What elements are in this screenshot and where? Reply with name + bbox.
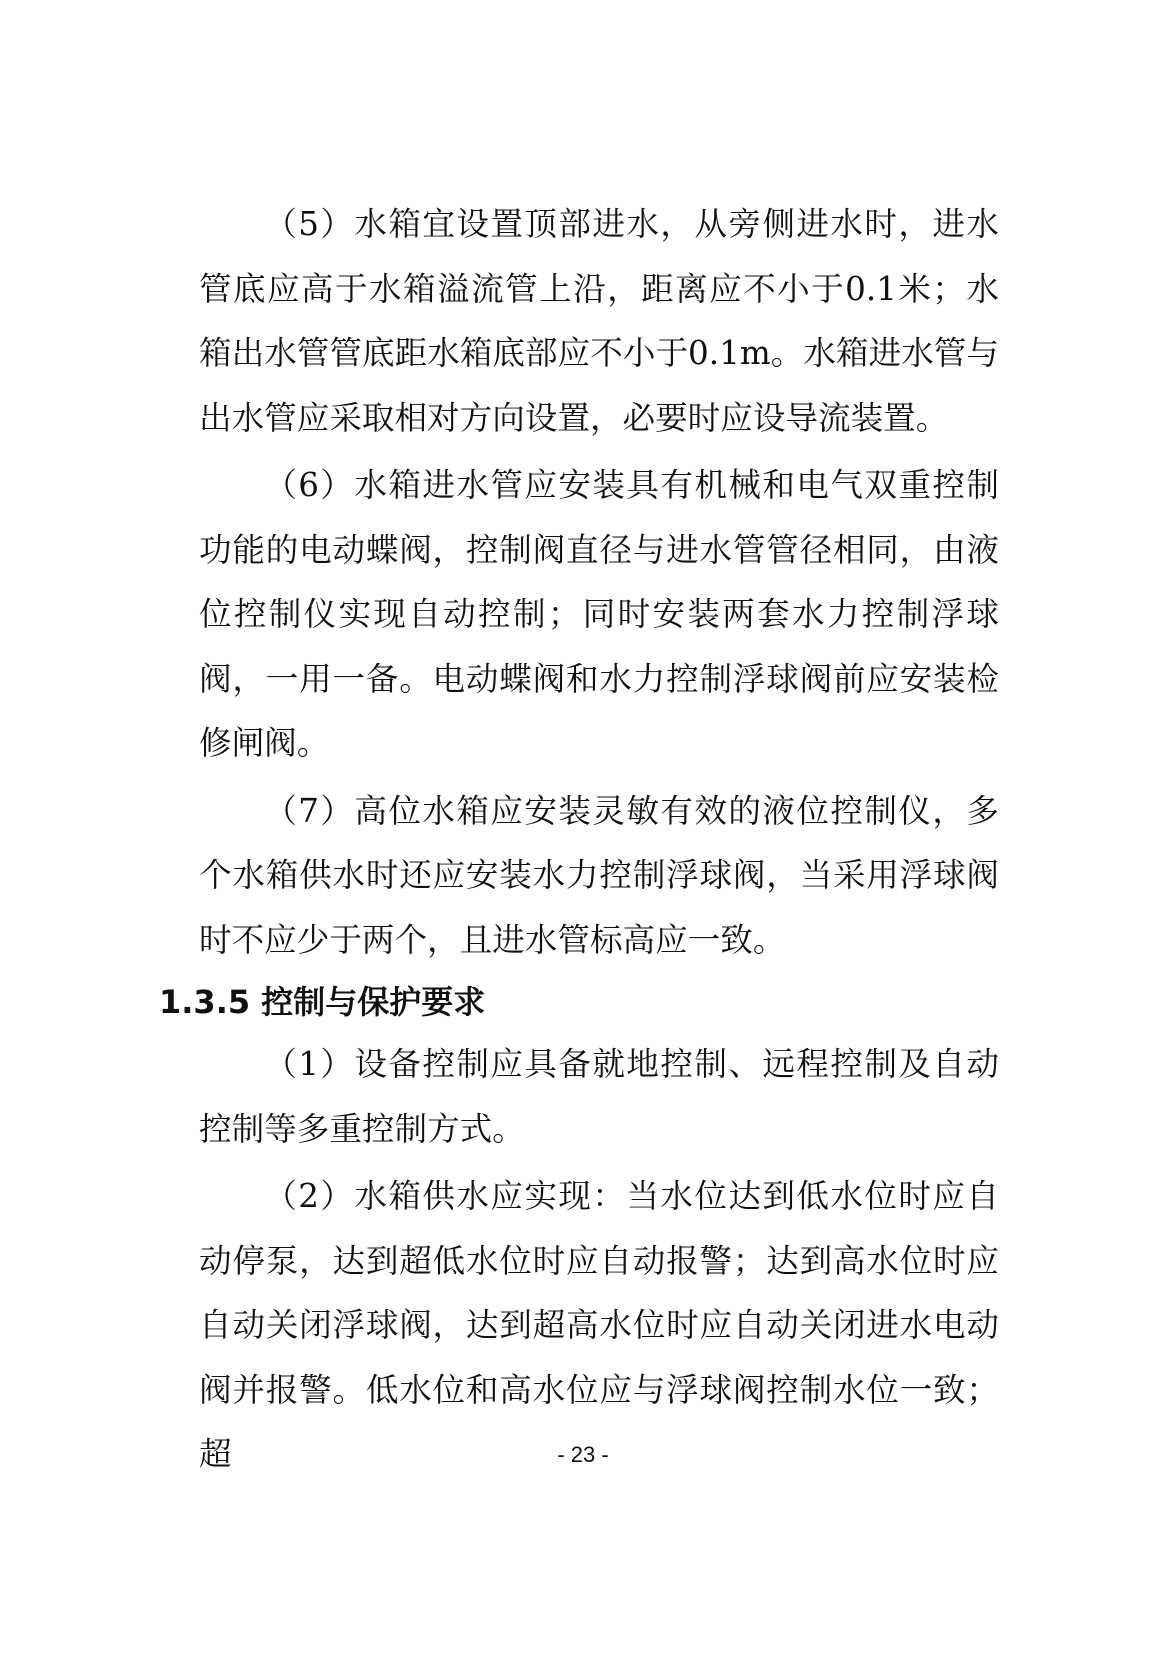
paragraph-control-2: （2）水箱供水应实现：当水位达到低水位时应自动停泵，达到超低水位时应自动报警；达到高水位时应自动关闭浮球阀，达到超高水位时应自动关闭进水电动阀并报警。低水位和高水位应与浮球阀控制水位一致；超 — [199, 1177, 999, 1473]
paragraph-item-6: （6）水箱进水管应安装具有机械和电气双重控制功能的电动蝶阀，控制阀直径与进水管管径相同，由液位控制仪实现自动控制；同时安装两套水力控制浮球阀，一用一备。电动蝶阀和水力控制浮球阀前应安装检修闸阀。 — [199, 466, 999, 762]
section-heading: 1.3.5 控制与保护要求 — [159, 983, 486, 1021]
page-number: - 23 - — [557, 1442, 609, 1467]
paragraph-item-7: （7）高位水箱应安装灵敏有效的液位控制仪，多个水箱供水时还应安装水力控制浮球阀，当采用浮球阀时不应少于两个，且进水管标高应一致。 — [199, 791, 999, 959]
paragraph-item-5: （5）水箱宜设置顶部进水，从旁侧进水时，进水管底应高于水箱溢流管上沿，距离应不小于0.1米；水箱出水管管底距水箱底部应不小于0.1m。水箱进水管与出水管应采取相对方向设置，必要时应设导流装置。 — [199, 205, 999, 437]
paragraph-control-1: （1）设备控制应具备就地控制、远程控制及自动控制等多重控制方式。 — [199, 1045, 999, 1148]
page-body — [159, 192, 999, 1487]
